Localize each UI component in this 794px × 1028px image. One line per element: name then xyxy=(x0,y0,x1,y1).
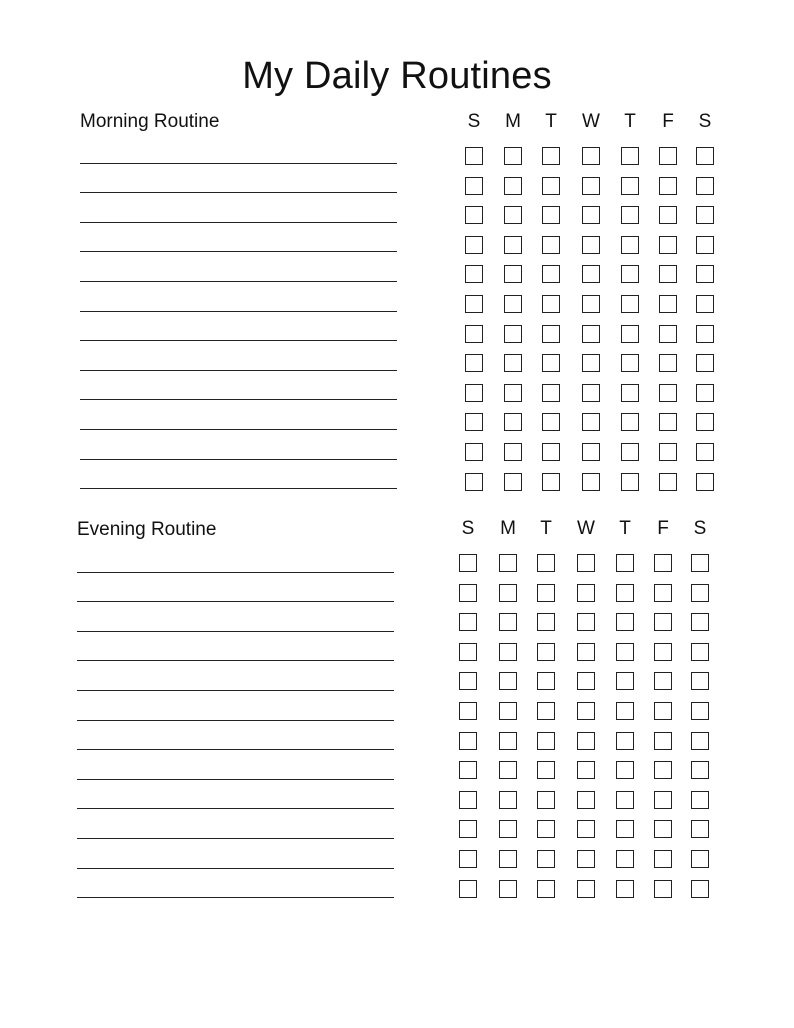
day-checkbox[interactable] xyxy=(654,880,672,898)
routine-entry-line[interactable] xyxy=(80,164,397,194)
day-checkbox[interactable] xyxy=(616,702,634,720)
day-checkbox[interactable] xyxy=(582,354,600,372)
day-checkbox[interactable] xyxy=(582,443,600,461)
day-checkbox[interactable] xyxy=(459,791,477,809)
day-checkbox[interactable] xyxy=(499,584,517,602)
routine-lines xyxy=(77,543,394,898)
day-checkbox[interactable] xyxy=(621,265,639,283)
day-checkbox[interactable] xyxy=(696,295,714,313)
day-checkbox[interactable] xyxy=(504,265,522,283)
day-checkbox[interactable] xyxy=(659,206,677,224)
day-checkbox[interactable] xyxy=(582,384,600,402)
day-checkbox[interactable] xyxy=(542,354,560,372)
day-checkbox[interactable] xyxy=(542,206,560,224)
day-checkbox[interactable] xyxy=(577,613,595,631)
day-checkbox[interactable] xyxy=(691,702,709,720)
day-checkbox[interactable] xyxy=(621,325,639,343)
day-checkbox[interactable] xyxy=(582,413,600,431)
day-checkbox[interactable] xyxy=(459,613,477,631)
day-checkbox[interactable] xyxy=(499,732,517,750)
day-checkbox[interactable] xyxy=(616,732,634,750)
routine-entry-line[interactable] xyxy=(77,573,394,603)
day-checkbox[interactable] xyxy=(696,325,714,343)
day-checkbox[interactable] xyxy=(654,761,672,779)
day-checkbox[interactable] xyxy=(659,413,677,431)
day-checkbox[interactable] xyxy=(499,791,517,809)
day-checkbox[interactable] xyxy=(577,702,595,720)
day-checkbox[interactable] xyxy=(621,354,639,372)
day-checkbox[interactable] xyxy=(465,147,483,165)
day-label: T xyxy=(540,518,552,539)
day-checkbox[interactable] xyxy=(465,443,483,461)
day-checkbox[interactable] xyxy=(659,147,677,165)
day-checkbox[interactable] xyxy=(459,732,477,750)
day-checkbox[interactable] xyxy=(621,473,639,491)
day-checkbox[interactable] xyxy=(577,732,595,750)
day-checkbox[interactable] xyxy=(691,850,709,868)
day-checkbox[interactable] xyxy=(499,672,517,690)
day-checkbox[interactable] xyxy=(691,613,709,631)
routine-lines xyxy=(80,134,397,489)
page-title: My Daily Routines xyxy=(242,55,552,98)
day-checkbox[interactable] xyxy=(691,584,709,602)
day-checkbox[interactable] xyxy=(504,177,522,195)
day-checkbox[interactable] xyxy=(696,177,714,195)
routine-entry-line[interactable] xyxy=(77,780,394,810)
day-checkbox[interactable] xyxy=(465,354,483,372)
day-checkbox[interactable] xyxy=(465,325,483,343)
day-checkbox[interactable] xyxy=(542,236,560,254)
routine-entry-line[interactable] xyxy=(80,193,397,223)
day-checkbox[interactable] xyxy=(654,554,672,572)
routine-entry-line[interactable] xyxy=(77,721,394,751)
day-checkbox[interactable] xyxy=(691,880,709,898)
day-checkbox[interactable] xyxy=(621,206,639,224)
day-checkbox[interactable] xyxy=(696,236,714,254)
routine-entry-line[interactable] xyxy=(80,134,397,164)
day-checkbox[interactable] xyxy=(537,672,555,690)
day-checkbox[interactable] xyxy=(504,384,522,402)
day-checkbox[interactable] xyxy=(659,354,677,372)
day-checkbox[interactable] xyxy=(577,791,595,809)
day-checkbox[interactable] xyxy=(459,850,477,868)
day-checkbox[interactable] xyxy=(659,236,677,254)
day-checkbox[interactable] xyxy=(621,147,639,165)
day-checkbox[interactable] xyxy=(616,643,634,661)
day-checkbox[interactable] xyxy=(616,584,634,602)
day-checkbox[interactable] xyxy=(616,880,634,898)
routine-entry-line[interactable] xyxy=(80,430,397,460)
day-checkbox[interactable] xyxy=(691,554,709,572)
day-checkbox[interactable] xyxy=(499,880,517,898)
day-checkbox[interactable] xyxy=(654,672,672,690)
day-checkbox[interactable] xyxy=(691,761,709,779)
day-checkbox[interactable] xyxy=(459,643,477,661)
day-checkbox[interactable] xyxy=(577,761,595,779)
routine-entry-line[interactable] xyxy=(80,312,397,342)
routine-entry-line[interactable] xyxy=(77,809,394,839)
day-checkbox[interactable] xyxy=(577,584,595,602)
day-checkbox[interactable] xyxy=(459,820,477,838)
day-checkbox[interactable] xyxy=(459,880,477,898)
day-checkbox[interactable] xyxy=(542,413,560,431)
day-checkbox[interactable] xyxy=(691,820,709,838)
day-checkbox[interactable] xyxy=(696,443,714,461)
day-checkbox[interactable] xyxy=(537,791,555,809)
day-checkbox[interactable] xyxy=(504,413,522,431)
day-checkbox[interactable] xyxy=(465,295,483,313)
routine-entry-line[interactable] xyxy=(80,282,397,312)
day-checkbox[interactable] xyxy=(459,584,477,602)
routine-entry-line[interactable] xyxy=(77,869,394,899)
day-label: W xyxy=(577,518,595,539)
day-checkbox[interactable] xyxy=(654,791,672,809)
day-checkbox[interactable] xyxy=(616,554,634,572)
day-checkbox[interactable] xyxy=(465,177,483,195)
day-label: S xyxy=(461,518,475,539)
day-checkbox[interactable] xyxy=(542,443,560,461)
day-checkbox[interactable] xyxy=(659,177,677,195)
day-checkbox[interactable] xyxy=(696,354,714,372)
day-label: T xyxy=(619,518,631,539)
day-checkbox[interactable] xyxy=(696,413,714,431)
day-checkbox[interactable] xyxy=(504,295,522,313)
routine-entry-line[interactable] xyxy=(80,460,397,490)
day-checkbox[interactable] xyxy=(659,384,677,402)
day-checkbox[interactable] xyxy=(577,880,595,898)
day-checkbox[interactable] xyxy=(582,295,600,313)
routine-entry-line[interactable] xyxy=(80,223,397,253)
day-checkbox[interactable] xyxy=(499,554,517,572)
day-checkbox[interactable] xyxy=(577,672,595,690)
day-checkbox[interactable] xyxy=(691,791,709,809)
day-checkbox[interactable] xyxy=(465,473,483,491)
day-checkbox[interactable] xyxy=(499,820,517,838)
day-checkbox[interactable] xyxy=(621,295,639,313)
day-checkbox[interactable] xyxy=(537,613,555,631)
day-checkbox[interactable] xyxy=(465,413,483,431)
day-checkbox[interactable] xyxy=(582,473,600,491)
day-checkbox[interactable] xyxy=(654,820,672,838)
day-checkbox[interactable] xyxy=(654,732,672,750)
day-checkbox[interactable] xyxy=(616,850,634,868)
day-checkbox[interactable] xyxy=(621,413,639,431)
day-checkbox[interactable] xyxy=(691,643,709,661)
day-label: F xyxy=(657,518,669,539)
day-label: T xyxy=(545,111,557,132)
day-checkbox[interactable] xyxy=(696,206,714,224)
day-checkbox[interactable] xyxy=(459,761,477,779)
day-checkbox[interactable] xyxy=(691,672,709,690)
routine-entry-line[interactable] xyxy=(77,691,394,721)
day-checkbox[interactable] xyxy=(659,443,677,461)
routine-entry-line[interactable] xyxy=(80,371,397,401)
routine-entry-line[interactable] xyxy=(77,750,394,780)
day-checkbox[interactable] xyxy=(542,325,560,343)
day-checkbox[interactable] xyxy=(654,702,672,720)
day-checkbox[interactable] xyxy=(577,554,595,572)
routine-entry-line[interactable] xyxy=(80,341,397,371)
day-checkbox[interactable] xyxy=(499,702,517,720)
day-checkbox[interactable] xyxy=(504,206,522,224)
day-checkbox[interactable] xyxy=(504,236,522,254)
day-label: S xyxy=(693,518,707,539)
day-checkbox[interactable] xyxy=(616,761,634,779)
day-checkbox[interactable] xyxy=(582,325,600,343)
day-label: T xyxy=(624,111,636,132)
day-checkbox[interactable] xyxy=(621,384,639,402)
day-checkbox[interactable] xyxy=(621,236,639,254)
day-label: S xyxy=(698,111,712,132)
routine-entry-line[interactable] xyxy=(80,400,397,430)
day-checkbox[interactable] xyxy=(537,554,555,572)
day-checkbox[interactable] xyxy=(654,850,672,868)
section-title: Evening Routine xyxy=(77,519,217,540)
day-checkbox[interactable] xyxy=(459,702,477,720)
day-checkbox[interactable] xyxy=(504,147,522,165)
day-checkbox[interactable] xyxy=(504,354,522,372)
day-checkbox[interactable] xyxy=(616,791,634,809)
day-checkbox[interactable] xyxy=(654,643,672,661)
day-checkbox[interactable] xyxy=(542,147,560,165)
day-checkbox[interactable] xyxy=(659,295,677,313)
day-checkbox[interactable] xyxy=(582,147,600,165)
day-checkbox[interactable] xyxy=(459,554,477,572)
routine-entry-line[interactable] xyxy=(77,839,394,869)
section-title: Morning Routine xyxy=(80,111,220,132)
day-checkbox[interactable] xyxy=(542,177,560,195)
day-checkbox[interactable] xyxy=(616,672,634,690)
day-checkbox[interactable] xyxy=(542,384,560,402)
day-checkbox[interactable] xyxy=(654,584,672,602)
day-checkbox[interactable] xyxy=(537,643,555,661)
day-checkbox[interactable] xyxy=(537,702,555,720)
day-checkbox[interactable] xyxy=(616,820,634,838)
day-checkbox[interactable] xyxy=(582,177,600,195)
day-checkbox[interactable] xyxy=(577,820,595,838)
day-checkbox[interactable] xyxy=(537,850,555,868)
day-checkbox[interactable] xyxy=(537,820,555,838)
day-checkbox[interactable] xyxy=(582,265,600,283)
day-checkbox[interactable] xyxy=(465,236,483,254)
day-label: M xyxy=(500,518,516,539)
routine-entry-line[interactable] xyxy=(77,661,394,691)
day-checkbox[interactable] xyxy=(499,643,517,661)
routine-entry-line[interactable] xyxy=(80,252,397,282)
routine-entry-line[interactable] xyxy=(77,543,394,573)
day-label: F xyxy=(662,111,674,132)
day-checkbox[interactable] xyxy=(582,206,600,224)
day-checkbox[interactable] xyxy=(659,473,677,491)
day-checkbox[interactable] xyxy=(659,325,677,343)
day-checkbox[interactable] xyxy=(504,473,522,491)
day-checkbox[interactable] xyxy=(465,206,483,224)
day-checkbox[interactable] xyxy=(542,265,560,283)
day-checkbox[interactable] xyxy=(577,850,595,868)
day-checkbox[interactable] xyxy=(499,613,517,631)
day-checkbox[interactable] xyxy=(577,643,595,661)
day-checkbox[interactable] xyxy=(459,672,477,690)
day-checkbox[interactable] xyxy=(542,473,560,491)
day-label: M xyxy=(505,111,521,132)
day-checkbox[interactable] xyxy=(691,732,709,750)
day-checkbox[interactable] xyxy=(504,325,522,343)
day-checkbox[interactable] xyxy=(465,265,483,283)
day-checkbox[interactable] xyxy=(537,880,555,898)
day-checkbox[interactable] xyxy=(696,265,714,283)
day-checkbox[interactable] xyxy=(537,761,555,779)
day-checkbox[interactable] xyxy=(537,732,555,750)
day-checkbox[interactable] xyxy=(654,613,672,631)
day-checkbox[interactable] xyxy=(621,443,639,461)
day-checkbox[interactable] xyxy=(616,613,634,631)
day-checkbox[interactable] xyxy=(696,473,714,491)
routine-entry-line[interactable] xyxy=(77,632,394,662)
day-checkbox[interactable] xyxy=(465,384,483,402)
day-checkbox[interactable] xyxy=(504,443,522,461)
day-checkbox[interactable] xyxy=(499,850,517,868)
day-checkbox[interactable] xyxy=(621,177,639,195)
day-checkbox[interactable] xyxy=(582,236,600,254)
day-checkbox[interactable] xyxy=(659,265,677,283)
day-checkbox[interactable] xyxy=(696,147,714,165)
routine-entry-line[interactable] xyxy=(77,602,394,632)
day-checkbox[interactable] xyxy=(696,384,714,402)
day-checkbox[interactable] xyxy=(499,761,517,779)
day-label: S xyxy=(467,111,481,132)
day-checkbox[interactable] xyxy=(537,584,555,602)
day-checkbox[interactable] xyxy=(542,295,560,313)
day-label: W xyxy=(582,111,600,132)
